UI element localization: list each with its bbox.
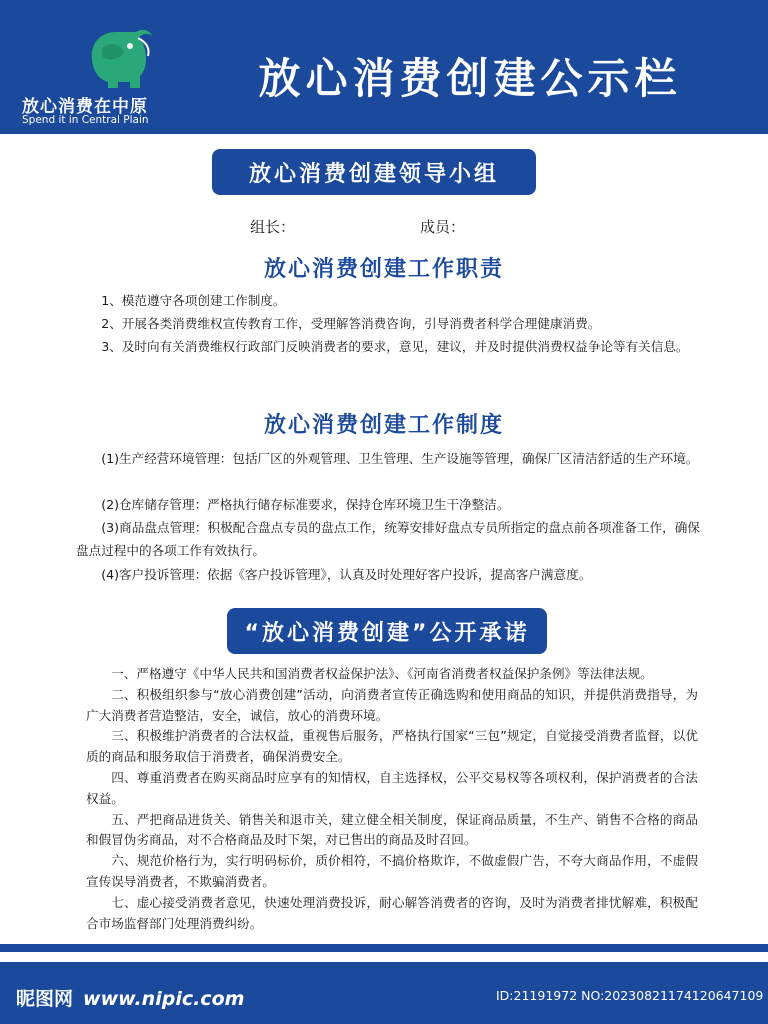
watermark-id: ID:21191972 NO:20230821174120647109 (496, 988, 764, 1003)
promise-item: 五、严把商品进货关、销售关和退市关，建立健全相关制度，保证商品质量，不生产、销售不合格的商品和假冒伪劣商品，对不合格商品及时下架，对已售出的商品及时召回。 (86, 811, 698, 848)
system-item: (4)客户投诉管理：依据《客户投诉管理》，认真及时处理好客户投诉，提高客户满意度。 (101, 567, 592, 582)
promise-item: 一、严格遵守《中华人民共和国消费者权益保护法》、《河南省消费者权益保护条例》等法律法规。 (111, 666, 653, 681)
logo-english-text: Spend it in Central Plain (22, 114, 149, 126)
leadership-members-row (0, 216, 768, 236)
promise-item: 六、规范价格行为，实行明码标价，质价相符，不搞价格欺诈，不做虚假广告，不夸大商品作用，不虚假宣传误导消费者，不欺骗消费者。 (86, 853, 698, 889)
leadership-group-title: 放心消费创建领导小组 (212, 149, 536, 195)
members-label: 成员： (420, 218, 466, 236)
page-title: 放心消费创建公示栏 (258, 54, 682, 103)
promise-item: 七、虚心接受消费者意见，快速处理消费投诉，耐心解答消费者的咨询，及时为消费者排忧解难，积极配合市场监督部门处理消费纠纷。 (86, 894, 698, 931)
promise-item: 二、积极组织参与“放心消费创建”活动，向消费者宣传正确选购和使用商品的知识，并提供消费指导，为广大消费者营造整洁，安全，诚信，放心的消费环境。 (86, 686, 698, 723)
duty-item: 1、模范遵守各项创建工作制度。 (101, 293, 286, 308)
promise-item: 三、积极维护消费者的合法权益，重视售后服务，严格执行国家“三包”规定，自觉接受消费者监督，以优质的商品和服务取信于消费者，确保消费安全。 (86, 728, 698, 765)
system-item: (3)商品盘点管理：积极配合盘点专员的盘点工作，统筹安排好盘点专员所指定的盘点前各项准备工作，确保盘点过程中的各项工作有效执行。 (76, 520, 700, 558)
duty-item: 3、及时向有关消费维权行政部门反映消费者的要求，意见，建议，并及时提供消费权益争论等有关信息。 (101, 339, 689, 354)
duty-item: 2、开展各类消费维权宣传教育工作，受理解答消费咨询，引导消费者科学合理健康消费。 (101, 316, 601, 331)
leader-label: 组长： (250, 218, 296, 236)
promise-list (86, 664, 698, 934)
watermark-site-name: 昵图网 (16, 988, 74, 1010)
promise-item: 四、尊重消费者在购买商品时应享有的知情权，自主选择权，公平交易权等各项权利，保护消费者的合法权益。 (86, 769, 698, 806)
system-item: (1)生产经营环境管理：包括厂区的外观管理、卫生管理、生产设施等管理，确保厂区清洁舒适的生产环境。 (101, 451, 699, 466)
logo-chinese-text: 放心消费在中原 (22, 97, 148, 117)
watermark-site (16, 984, 244, 1011)
system-item: (2)仓库储存管理：严格执行储存标准要求，保持仓库环境卫生干净整洁。 (101, 497, 510, 512)
public-promise-title: “放心消费创建”公开承诺 (227, 608, 547, 654)
footer-divider-band (0, 944, 768, 952)
system-section-title: 放心消费创建工作制度 (263, 413, 504, 438)
elephant-logo-icon (86, 26, 156, 90)
duties-section-title: 放心消费创建工作职责 (263, 257, 504, 282)
watermark-url: www.nipic.com (83, 988, 245, 1010)
